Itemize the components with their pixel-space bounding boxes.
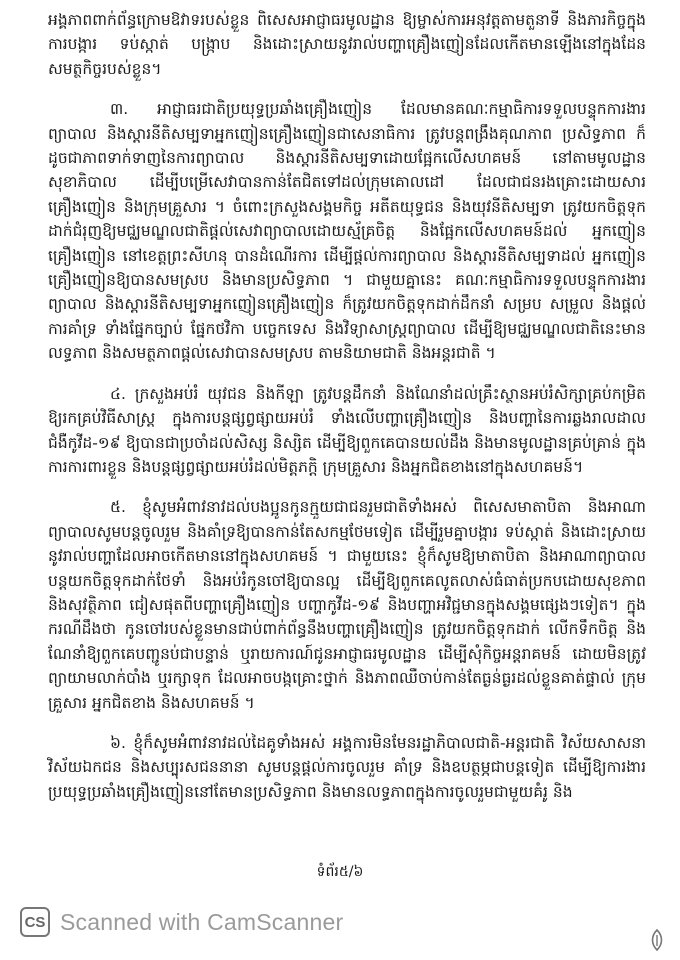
camscanner-text: Scanned with CamScanner — [60, 908, 344, 935]
document-body — [48, 8, 646, 804]
paragraph-6 — [48, 731, 646, 804]
camscanner-watermark — [20, 904, 343, 940]
paragraph-text: ខ្ញុំសូមអំពាវនាវដល់បងប្អូនកូនក្មួយជាជនរួមជាតិទាំងអស់ ពិសេសមាតាបិតា និងអាណាព្យាបាលសូមបន្តចូលរួម និងគាំទ្រឱ្យបានកាន់តែសកម្មថែមទៀត ដើម្បីរួមគ្នាបង្ការ ទប់ស្កាត់ និងដោះស្រាយនូវរាល់បញ្ហាដែលអាចកើតមាននៅក្នុងសហគមន៍ ។ ជាមួយនេះ ខ្ញុំក៏សូមឱ្យមាតាបិតា និងអាណាព្យាបាល បន្តយកចិត្តទុកដាក់ថែទាំ និងអប់រំកូនចៅឱ្យបានល្អ ដើម្បីឱ្យពួកគេលូតលាស់ធំធាត់ប្រកបដោយសុខភាព និងសុវត្ថិភាព ជៀសផុតពីបញ្ហាគ្រឿងញៀន បញ្ហាកូវីដ-១៩ និងបញ្ហាអវិជ្ជមានក្នុងសង្គមផ្សេងៗទៀត។ ក្នុងករណីដឹងថា កូនចៅរបស់ខ្លួនមានជាប់ពាក់ព័ន្ធនឹងបញ្ហាគ្រឿងញៀន ត្រូវយកចិត្តទុកដាក់ លើកទឹកចិត្ត និងណែនាំឱ្យពួកគេបញ្ជូនប់ជាបន្ទាន់ ឬរាយការណ៍ជូនអាជ្ញាធរមូលដ្ឋាន ដើម្បីសុំកិច្ចអន្តរាគមន៍ ដោយមិនត្រូវព្យាយាមលាក់បាំង ឬរក្សាទុក ដែលអាចបង្កគ្រោះថ្នាក់ និងភាពឈឺចាប់កាន់តែធ្ងន់ធ្ងរដល់ខ្លួនគាត់ផ្ទាល់ ក្រុមគ្រួសារ អ្នកជិតខាង និងសហគមន៍ ។ — [48, 498, 646, 712]
paragraph-text: ខ្ញុំក៏សូមអំពាវនាវដល់ដៃគូទាំងអស់ អង្គការមិនមែនរដ្ឋាភិបាលជាតិ-អន្តរជាតិ វិស័យសាសនា វិស័យឯកជន និងសប្បុរសជននានា សូមបន្តផ្តល់ការចូលរួម គាំទ្រ និងឧបត្ថម្ភជាបន្តទៀត ដើម្បីឱ្យការងារប្រយុទ្ធប្រឆាំងគ្រឿងញៀននៅតែមានប្រសិទ្ធភាព និងមានលទ្ធភាពក្នុងការចូលរួមជាមួយគំរូ និង — [48, 733, 646, 801]
corner-mark-icon — [648, 928, 666, 952]
paragraph-3 — [48, 97, 646, 365]
camscanner-logo-icon: CS — [20, 907, 50, 937]
intro-paragraph: អង្គភាពពាក់ព័ន្ធក្រោមឱវាទរបស់ខ្លួន ពិសេសអាជ្ញាធរមូលដ្ឋាន ឱ្យម្ចាស់ការអនុវត្តតាមតួនាទី និងភារកិច្ចក្នុងការបង្ការ ទប់ស្កាត់ បង្ក្រាប និងដោះស្រាយនូវរាល់បញ្ហាគ្រឿងញៀនដែលកើតមានឡើងនៅក្នុងដែនសមត្ថកិច្ចរបស់ខ្លួន។ — [48, 11, 646, 78]
paragraph-4 — [48, 382, 646, 480]
paragraph-5 — [48, 495, 646, 715]
paragraph-number: ៤. — [110, 384, 126, 403]
paragraph-text: ក្រសួងអប់រំ យុវជន និងកីឡា ត្រូវបន្តដឹកនាំ និងណែនាំដល់គ្រឹះស្ថានអប់រំសិក្សាគ្រប់កម្រិត ឱ្យរកគ្រប់វិធីសាស្ត្រ ក្នុងការបន្តផ្សព្វផ្សាយអប់រំ ទាំងលើបញ្ហាគ្រឿងញៀន និងបញ្ហានៃការឆ្លងរាលដាលជំងឺកូវីដ-១៩ ឱ្យបានជាប្រចាំដល់សិស្ស និស្សិត ដើម្បីឱ្យពួកគេបានយល់ដឹង និងមានមូលដ្ឋានគ្រប់គ្រាន់ ក្នុងការការពារខ្លួន និងបន្តផ្សព្វផ្សាយអប់រំដល់មិត្តភក្តិ ក្រុមគ្រួសារ និងអ្នកជិតខាងនៅក្នុងសហគមន៍។ — [48, 384, 646, 476]
paragraph-number: ៥. — [110, 498, 126, 517]
paragraph-number: ៣. — [110, 100, 129, 119]
paragraph-number: ៦. — [110, 733, 126, 752]
page-number: ទំព័រ៥/៦ — [316, 864, 364, 880]
paragraph-text: អាជ្ញាធរជាតិប្រយុទ្ធប្រឆាំងគ្រឿងញៀន ដែលមានគណៈកម្មាធិការទទួលបន្ទុកការងារព្យាបាល និងស្តារនីតិសម្បទាអ្នកញៀនគ្រឿងញៀនជាសេនាធិការ ត្រូវបន្តពង្រឹងគុណភាព ប្រសិទ្ធភាព ក៏ដូចជាភាពទាក់ទាញនៃការព្យាបាល និងស្តារនីតិសម្បទាដោយផ្អែកលើសហគមន៍ នៅតាមមូលដ្ឋានសុខាភិបាល ដើម្បីបម្រើសេវាបានកាន់តែជិតទៅដល់ក្រុមគោលដៅ ដែលជាជនរងគ្រោះដោយសារគ្រឿងញៀន និងក្រុមគ្រួសារ ។ ចំពោះក្រសួងសង្គមកិច្ច អតីតយុទ្ធជន និងយុវនីតិសម្បទា ត្រូវយកចិត្តទុកដាក់ជំរុញឱ្យមជ្ឈមណ្ឌលជាតិផ្តល់សេវាព្យាបាលដោយស្ម័គ្រចិត្ត និងផ្អែកលើសហគមន៍ដល់ អ្នកញៀនគ្រឿងញៀន នៅខេត្តព្រះសីហនុ បានដំណើរការ ដើម្បីផ្តល់ការព្យាបាល និងស្តារនីតិសម្បទាដល់ អ្នកញៀនគ្រឿងញៀនឱ្យបានសមស្រប និងមានប្រសិទ្ធភាព ។ ជាមួយគ្នានេះ គណៈកម្មាធិការទទួលបន្ទុកការងារព្យាបាល និងស្តារនីតិសម្បទាអ្នកញៀនគ្រឿងញៀន ក៏ត្រូវយកចិត្តទុកដាក់ដឹកនាំ សម្រប សម្រួល និងផ្តល់ការគាំទ្រ ទាំងផ្នែកច្បាប់ ផ្នែកថវិកា បច្ចេកទេស និងវិទ្យាសាស្ត្រព្យាបាល ដើម្បីឱ្យមជ្ឈមណ្ឌលជាតិនេះមានលទ្ធភាព និងសមត្ថភាពផ្តល់សេវាបានសមស្រប តាមនិយាមជាតិ និងអន្តរជាតិ ។ — [48, 100, 646, 363]
